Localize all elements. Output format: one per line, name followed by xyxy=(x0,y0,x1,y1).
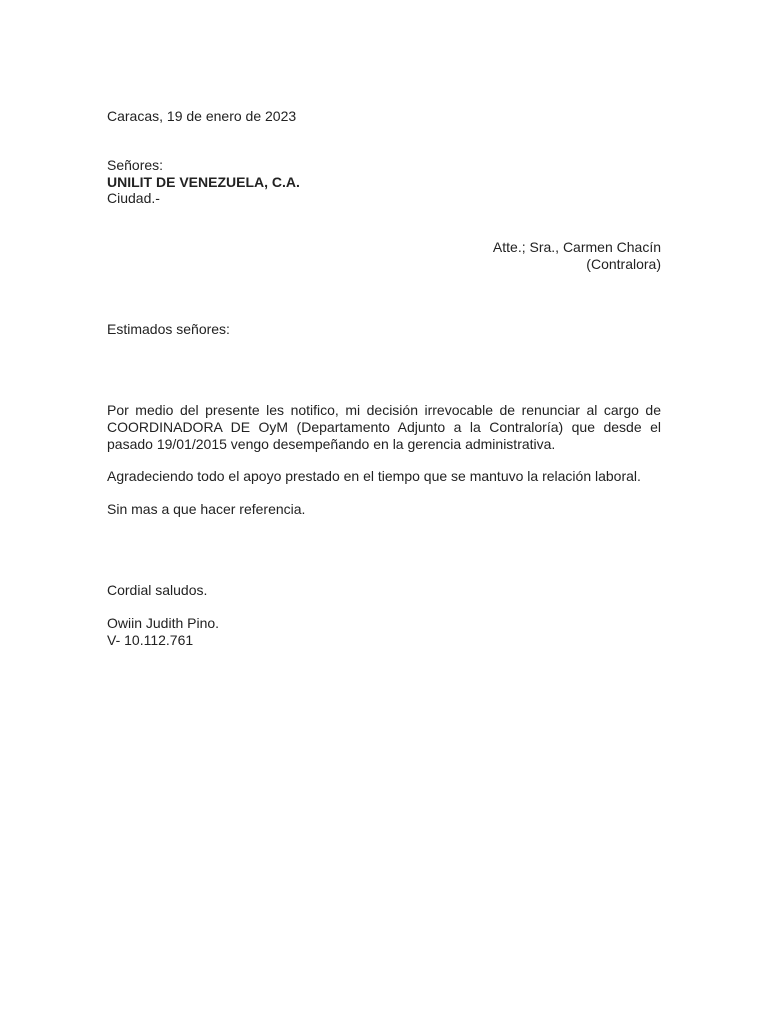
signature-name: Owiin Judith Pino. xyxy=(107,615,220,631)
body-paragraph-thanks: Agradeciendo todo el apoyo prestado en el tiempo que se mantuvo la relación laboral. xyxy=(107,468,641,484)
attention-title: (Contralora) xyxy=(586,256,661,272)
attention-line: Atte.; Sra., Carmen Chacín xyxy=(492,239,661,255)
recipient-salutation-header: Señores: xyxy=(107,157,164,173)
signature-id: V- 10.112.761 xyxy=(107,632,194,648)
date-line: Caracas, 19 de enero de 2023 xyxy=(107,108,297,124)
recipient-city: Ciudad.- xyxy=(107,190,160,206)
body-paragraph-resignation: Por medio del presente les notifico, mi decisión irrevocable de renunciar al cargo de COORDINADORA DE OyM (Departamento Adjunto a la Contraloría) que desde el pasado 19/01/2015 vengo desempeñando en la gerencia administrativa. xyxy=(107,402,661,452)
closing-line: Cordial saludos. xyxy=(107,582,208,598)
greeting: Estimados señores: xyxy=(107,321,230,337)
body-paragraph-closing-remark: Sin mas a que hacer referencia. xyxy=(107,501,306,517)
recipient-company: UNILIT DE VENEZUELA, C.A. xyxy=(107,174,300,190)
